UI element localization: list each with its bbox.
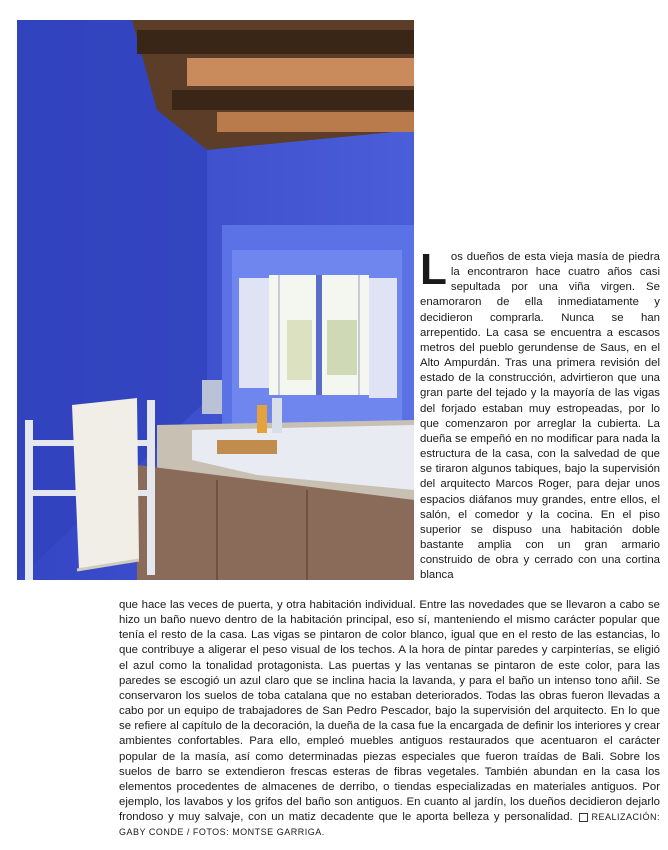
bathroom-photo — [17, 20, 414, 580]
article-column-text: os dueños de esta vieja masía de piedra la encontraron hace cuatro años casi sepultada por una viña virgen. Se enamoraron de ella inmediatamente y decidieron comprarla. Nunca se han arrepentido. La casa se encuentra a escasos metros del pueblo gerundense de Saus, en el Alto Ampurdán. Tras una primera revisión del estado de la construcción, advirtieron que una gran parte del tejado y la mayoría de las vigas del forjado estaban muy estropeadas, por lo que comenzaron por arreglar la cubierta. La dueña se empeñó en no modificar para nada la estructura de la casa, con la salvedad de que se tiraron algunos tabiques, bajo la supervisión del arquitecto Marcos Roger, para dejar unos espacios diáfanos muy grandes, entre ellos, el salón, el comedor y la cocina. En el piso superior se dispuso una habitación doble bastante amplia con un gran armario construido de obra y cerrado con una cortina blanca — [420, 251, 660, 582]
drop-cap: L — [420, 245, 447, 294]
end-mark-icon — [579, 813, 588, 822]
article-body-text: que hace las veces de puerta, y otra habitación individual. Entre las novedades que se llevaron a cabo se hizo un baño nuevo dentro de la habitación principal, eso sí, manteniendo el mismo carácter popular que tenía el resto de la casa. Las vigas se pintaron de color blanco, igual que en el resto de las estancias, lo que contribuye a aligerar el peso visual de los techos. A la hora de pintar paredes y carpinterías, se eligió el azul como la tonalidad protagonista. Las puertas y las ventanas se pintaron de este color, para las paredes se escogió un azul claro que se inclina hacia la lavanda, y para el baño un intenso tono añil. Se conservaron los suelos de toba catalana que no estaban deteriorados. Todas las obras fueron llevadas a cabo por un equipo de trabajadores de San Pedro Pescador, bajo la supervisión del arquitecto. En lo que se refiere al capítulo de la decoración, la dueña de la casa fue la encargada de definir los interiores y crear ambientes confortables. Para ello, empleó muebles antiguos restaurados que acentuaron el carácter popular de la masía, así como determinadas piezas especiales que fueron traídas de Bali. Sobre los suelos de barro se extendieron frescas esteras de fibras vegetales. También abundan en la casa los elementos procedentes de almacenes de derribo, o tiendas especializadas en materiales antiguos. Por ejemplo, los lavabos y los grifos del baño son antiguos. En cuanto al jardín, los dueños decidieron dejarlo frondoso y muy salvaje, con un matiz decadente que le aporta belleza y personalidad. — [119, 599, 660, 824]
photo-credit: REALIZACIÓN: GABY CONDE / FOTOS: MONTSE GARRIGA. — [119, 812, 660, 838]
article-body — [119, 598, 660, 841]
article-column — [420, 245, 660, 583]
